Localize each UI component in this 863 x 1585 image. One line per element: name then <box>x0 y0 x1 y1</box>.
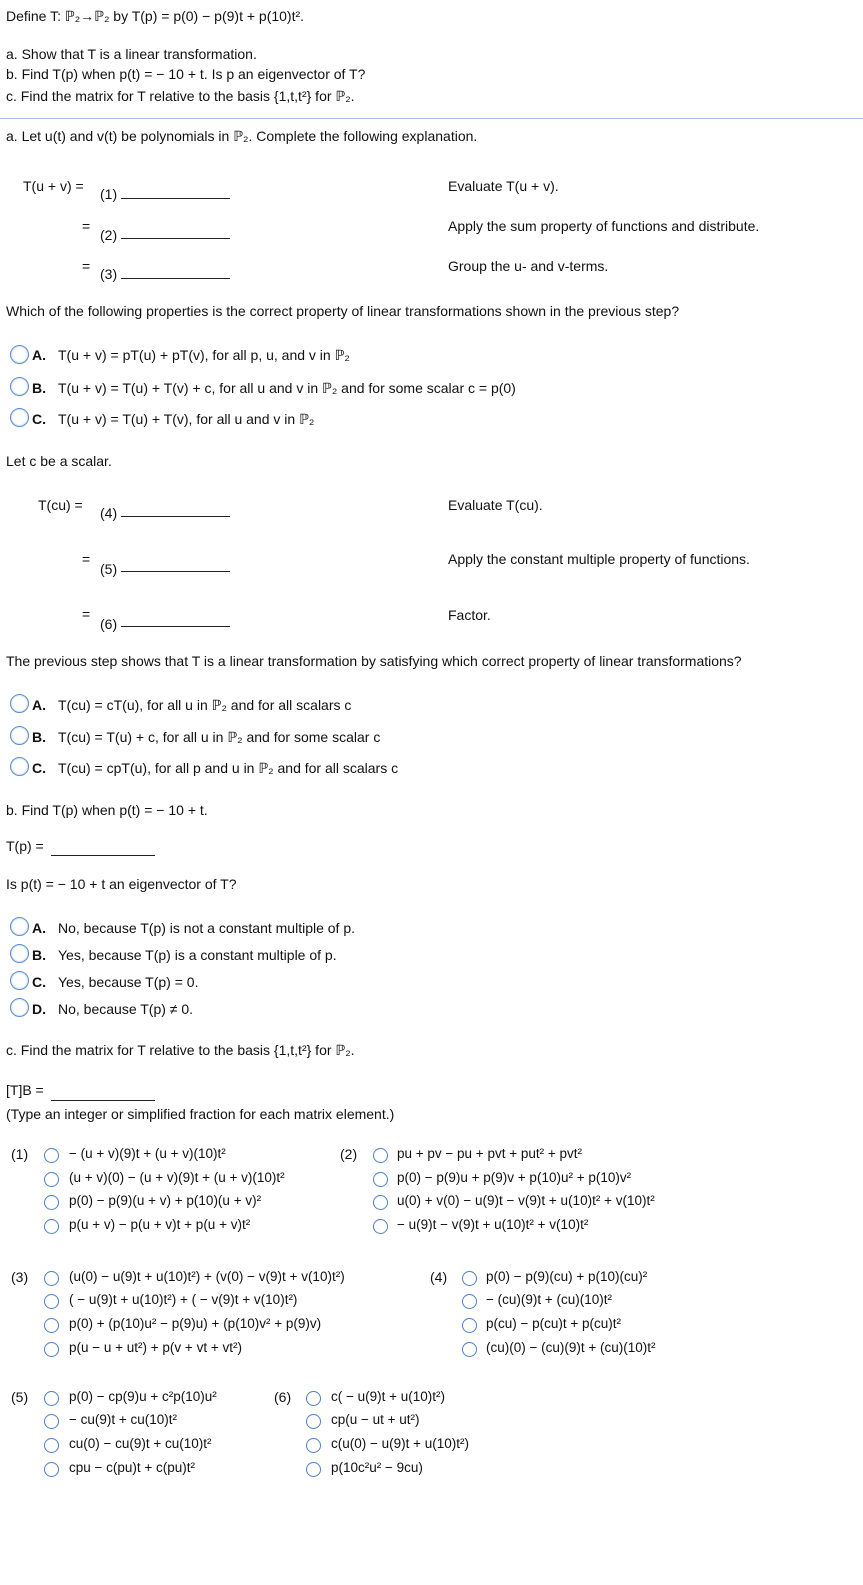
choice-radio[interactable] <box>373 1148 388 1163</box>
step-3-answer[interactable] <box>121 278 230 279</box>
step-6-note: Factor. <box>448 607 491 623</box>
step-1-label: (1) <box>100 186 118 202</box>
choice-radio[interactable] <box>44 1462 59 1477</box>
choice-radio[interactable] <box>44 1271 59 1286</box>
choice-group-1-label: (1) <box>11 1146 29 1162</box>
choice-option: (u(0) − u(9)t + u(10)t²) + (v(0) − v(9)t + v(10)t²) <box>69 1269 345 1284</box>
scalar-lhs: T(cu) = <box>38 497 83 513</box>
step-3-label: (3) <box>100 266 118 282</box>
choice-option: p(u + v) − p(u + v)t + p(u + v)t² <box>69 1217 251 1232</box>
problem-definition: Define T: ℙ₂→ℙ₂ by T(p) = p(0) − p(9)t + p(10)t². <box>6 8 305 24</box>
option-text: T(u + v) = T(u) + T(v), for all u and v in ℙ₂ <box>58 411 315 427</box>
choice-option: p(cu) − p(cu)t + p(cu)t² <box>486 1316 622 1331</box>
step-2-answer[interactable] <box>121 238 230 239</box>
matrix-answer[interactable] <box>51 1100 155 1101</box>
tp-answer[interactable] <box>51 855 155 856</box>
option-letter: B. <box>32 947 46 963</box>
option-radio-c[interactable] <box>10 757 29 776</box>
choice-radio[interactable] <box>462 1342 477 1357</box>
option-letter: A. <box>32 697 46 713</box>
step-4-note: Evaluate T(cu). <box>448 497 543 513</box>
option-text: T(cu) = cT(u), for all u in ℙ₂ and for all scalars c <box>58 697 352 713</box>
option-text: T(cu) = cpT(u), for all p and u in ℙ₂ and for all scalars c <box>58 760 399 776</box>
option-text: T(u + v) = T(u) + T(v) + c, for all u and v in ℙ₂ and for some scalar c = p(0) <box>58 380 516 396</box>
option-letter: C. <box>32 411 46 427</box>
option-text: T(u + v) = pT(u) + pT(v), for all p, u, and v in ℙ₂ <box>58 347 350 363</box>
choice-option: p(10c²u² − 9cu) <box>331 1460 423 1475</box>
option-letter: D. <box>32 1001 46 1017</box>
choice-option: (u + v)(0) − (u + v)(9)t + (u + v)(10)t² <box>69 1170 285 1185</box>
choice-radio[interactable] <box>373 1195 388 1210</box>
choice-option: p(0) + (p(10)u² − p(9)u) + (p(10)v² + p(9)v) <box>69 1316 322 1331</box>
choice-option: p(0) − cp(9)u + c²p(10)u² <box>69 1389 217 1404</box>
equals-sign: = <box>82 258 91 274</box>
choice-option: − (cu)(9)t + (cu)(10)t² <box>486 1292 613 1307</box>
choice-radio[interactable] <box>373 1219 388 1234</box>
choice-option: c(u(0) − u(9)t + u(10)t²) <box>331 1436 470 1451</box>
equals-sign: = <box>82 551 91 567</box>
option-radio-c[interactable] <box>10 408 29 427</box>
choice-radio[interactable] <box>306 1391 321 1406</box>
choice-group-6-label: (6) <box>274 1389 292 1405</box>
option-letter: C. <box>32 974 46 990</box>
choice-option: − (u + v)(9)t + (u + v)(10)t² <box>69 1146 226 1161</box>
step-3-note: Group the u- and v-terms. <box>448 258 609 274</box>
option-text: Yes, because T(p) = 0. <box>58 974 199 990</box>
question-sum-property: Which of the following properties is the correct property of linear transformations shown in the previous step? <box>6 303 680 319</box>
option-radio-c[interactable] <box>10 971 29 990</box>
choice-radio[interactable] <box>462 1318 477 1333</box>
sum-lhs: T(u + v) = <box>23 178 84 194</box>
option-letter: B. <box>32 380 46 396</box>
option-text: T(cu) = T(u) + c, for all u in ℙ₂ and for some scalar c <box>58 729 381 745</box>
step-1-answer[interactable] <box>121 198 230 199</box>
step-5-note: Apply the constant multiple property of functions. <box>448 551 750 567</box>
step-5-answer[interactable] <box>121 571 230 572</box>
choice-option: p(0) − p(9)(cu) + p(10)(cu)² <box>486 1269 648 1284</box>
step-5-label: (5) <box>100 561 118 577</box>
step-4-label: (4) <box>100 505 118 521</box>
choice-option: − cu(9)t + cu(10)t² <box>69 1412 178 1427</box>
step-2-note: Apply the sum property of functions and distribute. <box>448 218 760 234</box>
equals-sign: = <box>82 606 91 622</box>
matrix-instruction: (Type an integer or simplified fraction for each matrix element.) <box>6 1106 395 1122</box>
step-4-answer[interactable] <box>121 516 230 517</box>
step-6-label: (6) <box>100 616 118 632</box>
step-1-note: Evaluate T(u + v). <box>448 178 559 194</box>
option-radio-b[interactable] <box>10 377 29 396</box>
part-b-intro: b. Find T(p) when p(t) = − 10 + t. <box>6 802 208 818</box>
choice-option: (cu)(0) − (cu)(9)t + (cu)(10)t² <box>486 1340 656 1355</box>
choice-radio[interactable] <box>462 1271 477 1286</box>
option-radio-d[interactable] <box>10 998 29 1017</box>
choice-option: p(0) − p(9)(u + v) + p(10)(u + v)² <box>69 1193 262 1208</box>
choice-option: ( − u(9)t + u(10)t²) + ( − v(9)t + v(10)t²) <box>69 1292 298 1307</box>
task-c: c. Find the matrix for T relative to the basis {1,t,t²} for ℙ₂. <box>6 88 355 104</box>
choice-radio[interactable] <box>306 1438 321 1453</box>
choice-radio[interactable] <box>306 1414 321 1429</box>
choice-group-4-label: (4) <box>430 1269 448 1285</box>
choice-group-3-label: (3) <box>11 1269 29 1285</box>
choice-radio[interactable] <box>44 1219 59 1234</box>
choice-radio[interactable] <box>44 1318 59 1333</box>
divider <box>0 118 863 119</box>
option-radio-a[interactable] <box>10 345 29 364</box>
equals-sign: = <box>82 218 91 234</box>
choice-option: pu + pv − pu + pvt + put² + pvt² <box>397 1146 582 1161</box>
choice-group-5-label: (5) <box>11 1389 29 1405</box>
choice-option: cpu − c(pu)t + c(pu)t² <box>69 1460 196 1475</box>
choice-radio[interactable] <box>44 1391 59 1406</box>
option-text: No, because T(p) is not a constant multiple of p. <box>58 920 356 936</box>
choice-option: c( − u(9)t + u(10)t²) <box>331 1389 446 1404</box>
choice-option: − u(9)t − v(9)t + u(10)t² + v(10)t² <box>397 1217 589 1232</box>
choice-option: p(0) − p(9)u + p(9)v + p(10)u² + p(10)v² <box>397 1170 632 1185</box>
choice-option: p(u − u + ut²) + p(v + vt + vt²) <box>69 1340 242 1355</box>
choice-radio[interactable] <box>462 1294 477 1309</box>
choice-option: cp(u − ut + ut²) <box>331 1412 420 1427</box>
choice-radio[interactable] <box>44 1438 59 1453</box>
option-letter: A. <box>32 920 46 936</box>
option-letter: C. <box>32 760 46 776</box>
option-text: No, because T(p) ≠ 0. <box>58 1001 194 1017</box>
part-a-intro: a. Let u(t) and v(t) be polynomials in ℙ₂. Complete the following explanation. <box>6 128 478 144</box>
step-2-label: (2) <box>100 227 118 243</box>
choice-option: cu(0) − cu(9)t + cu(10)t² <box>69 1436 212 1451</box>
choice-radio[interactable] <box>44 1294 59 1309</box>
part-c-intro: c. Find the matrix for T relative to the basis {1,t,t²} for ℙ₂. <box>6 1042 355 1058</box>
choice-radio[interactable] <box>44 1148 59 1163</box>
choice-group-2-label: (2) <box>340 1146 358 1162</box>
task-a: a. Show that T is a linear transformation. <box>6 46 257 62</box>
option-text: Yes, because T(p) is a constant multiple of p. <box>58 947 337 963</box>
question-scalar-property: The previous step shows that T is a linear transformation by satisfying which correct property of linear transformations? <box>6 653 742 669</box>
scalar-intro: Let c be a scalar. <box>6 453 112 469</box>
choice-radio[interactable] <box>306 1462 321 1477</box>
choice-radio[interactable] <box>44 1195 59 1210</box>
choice-radio[interactable] <box>44 1172 59 1187</box>
choice-radio[interactable] <box>373 1172 388 1187</box>
step-6-answer[interactable] <box>121 626 230 627</box>
option-radio-a[interactable] <box>10 694 29 713</box>
option-letter: A. <box>32 347 46 363</box>
choice-radio[interactable] <box>44 1342 59 1357</box>
tp-label: T(p) = <box>6 838 44 854</box>
choice-radio[interactable] <box>44 1414 59 1429</box>
question-eigenvector: Is p(t) = − 10 + t an eigenvector of T? <box>6 876 237 892</box>
option-letter: B. <box>32 729 46 745</box>
option-radio-b[interactable] <box>10 726 29 745</box>
option-radio-a[interactable] <box>10 917 29 936</box>
choice-option: u(0) + v(0) − u(9)t − v(9)t + u(10)t² + v(10)t² <box>397 1193 655 1208</box>
matrix-label: [T]B = <box>6 1082 44 1098</box>
option-radio-b[interactable] <box>10 944 29 963</box>
task-b: b. Find T(p) when p(t) = − 10 + t. Is p an eigenvector of T? <box>6 66 366 82</box>
